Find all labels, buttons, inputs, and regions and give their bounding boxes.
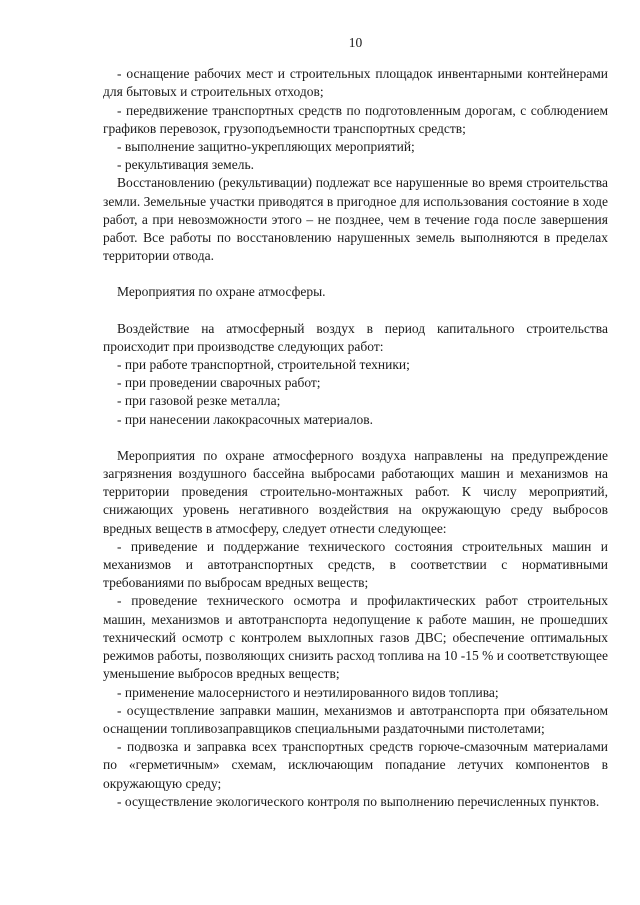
paragraph-measures: Мероприятия по охране атмосферного воздуха направлены на предупреждение загрязнения воздушного бассейна выбросами работающих машин и механизмов на территории проведения строительно-монтажных работ. К числу мероприятий, снижающих уровень негативного воздействия на окружающую среду выбросов вредных веществ в атмосферу, следует отнести следующее: [103, 447, 608, 536]
list-item: - при работе транспортной, строительной техники; [117, 357, 410, 373]
list-item: - при нанесении лакокрасочных материалов. [117, 411, 373, 427]
section-heading: Мероприятия по охране атмосферы. [117, 284, 326, 300]
list-item: - приведение и поддержание технического состояния строительных машин и механизмов и автотранспортных средств, в соответствии с нормативными требованиями по выбросам вредных веществ; [103, 538, 608, 591]
list-item: - рекультивация земель. [117, 157, 254, 173]
list-item: - осуществление экологического контроля по выполнению перечисленных пунктов. [117, 793, 600, 809]
list-item: - передвижение транспортных средств по подготовленным дорогам, с соблюдением графиков перевозок, грузоподъемности транспортных средств; [103, 102, 608, 136]
spacer [103, 265, 608, 283]
spacer [103, 429, 608, 447]
list-item: - при газовой резке металла; [117, 393, 281, 409]
list-item: - проведение технического осмотра и профилактических работ строительных машин, механизмов и автотранспорта недопущение к работе машин, не прошедших технический осмотр с контролем выхлопных газов ДВС; обеспечение оптимальных режимов работы, позволяющих снизить расход топлива на 10 -15 % и соответствующее уменьшение выбросов вредных веществ; [103, 593, 608, 682]
list-item: - подвозка и заправка всех транспортных средств горюче-смазочным материалами по «герметичным» схемам, исключающим попадание летучих компонентов в окружающую среду; [103, 739, 608, 791]
list-item: - осуществление заправки машин, механизмов и автотранспорта при обязательном оснащении топливозаправщиков специальными раздаточными пистолетами; [103, 702, 608, 736]
spacer [103, 302, 608, 320]
page-number: 10 [348, 35, 363, 50]
list-item: - оснащение рабочих мест и строительных площадок инвентарными контейнерами для бытовых и строительных отходов; [103, 66, 608, 100]
list-item: - выполнение защитно-укрепляющих мероприятий; [117, 139, 415, 155]
paragraph-reclamation: Восстановлению (рекультивации) подлежат все нарушенные во время строительства земли. Земельные участки приводятся в пригодное для использования состояние в ходе работ, а при невозможности этого – не позднее, чем в течение года после завершения работ. Все работы по восстановлению нарушенных земель выполняются в пределах территории отвода. [103, 175, 608, 264]
list-item: - при проведении сварочных работ; [117, 375, 321, 391]
list-item: - применение малосернистого и неэтилированного видов топлива; [117, 684, 499, 700]
paragraph-impact: Воздействие на атмосферный воздух в период капитального строительства происходит при производстве следующих работ: [103, 320, 608, 354]
